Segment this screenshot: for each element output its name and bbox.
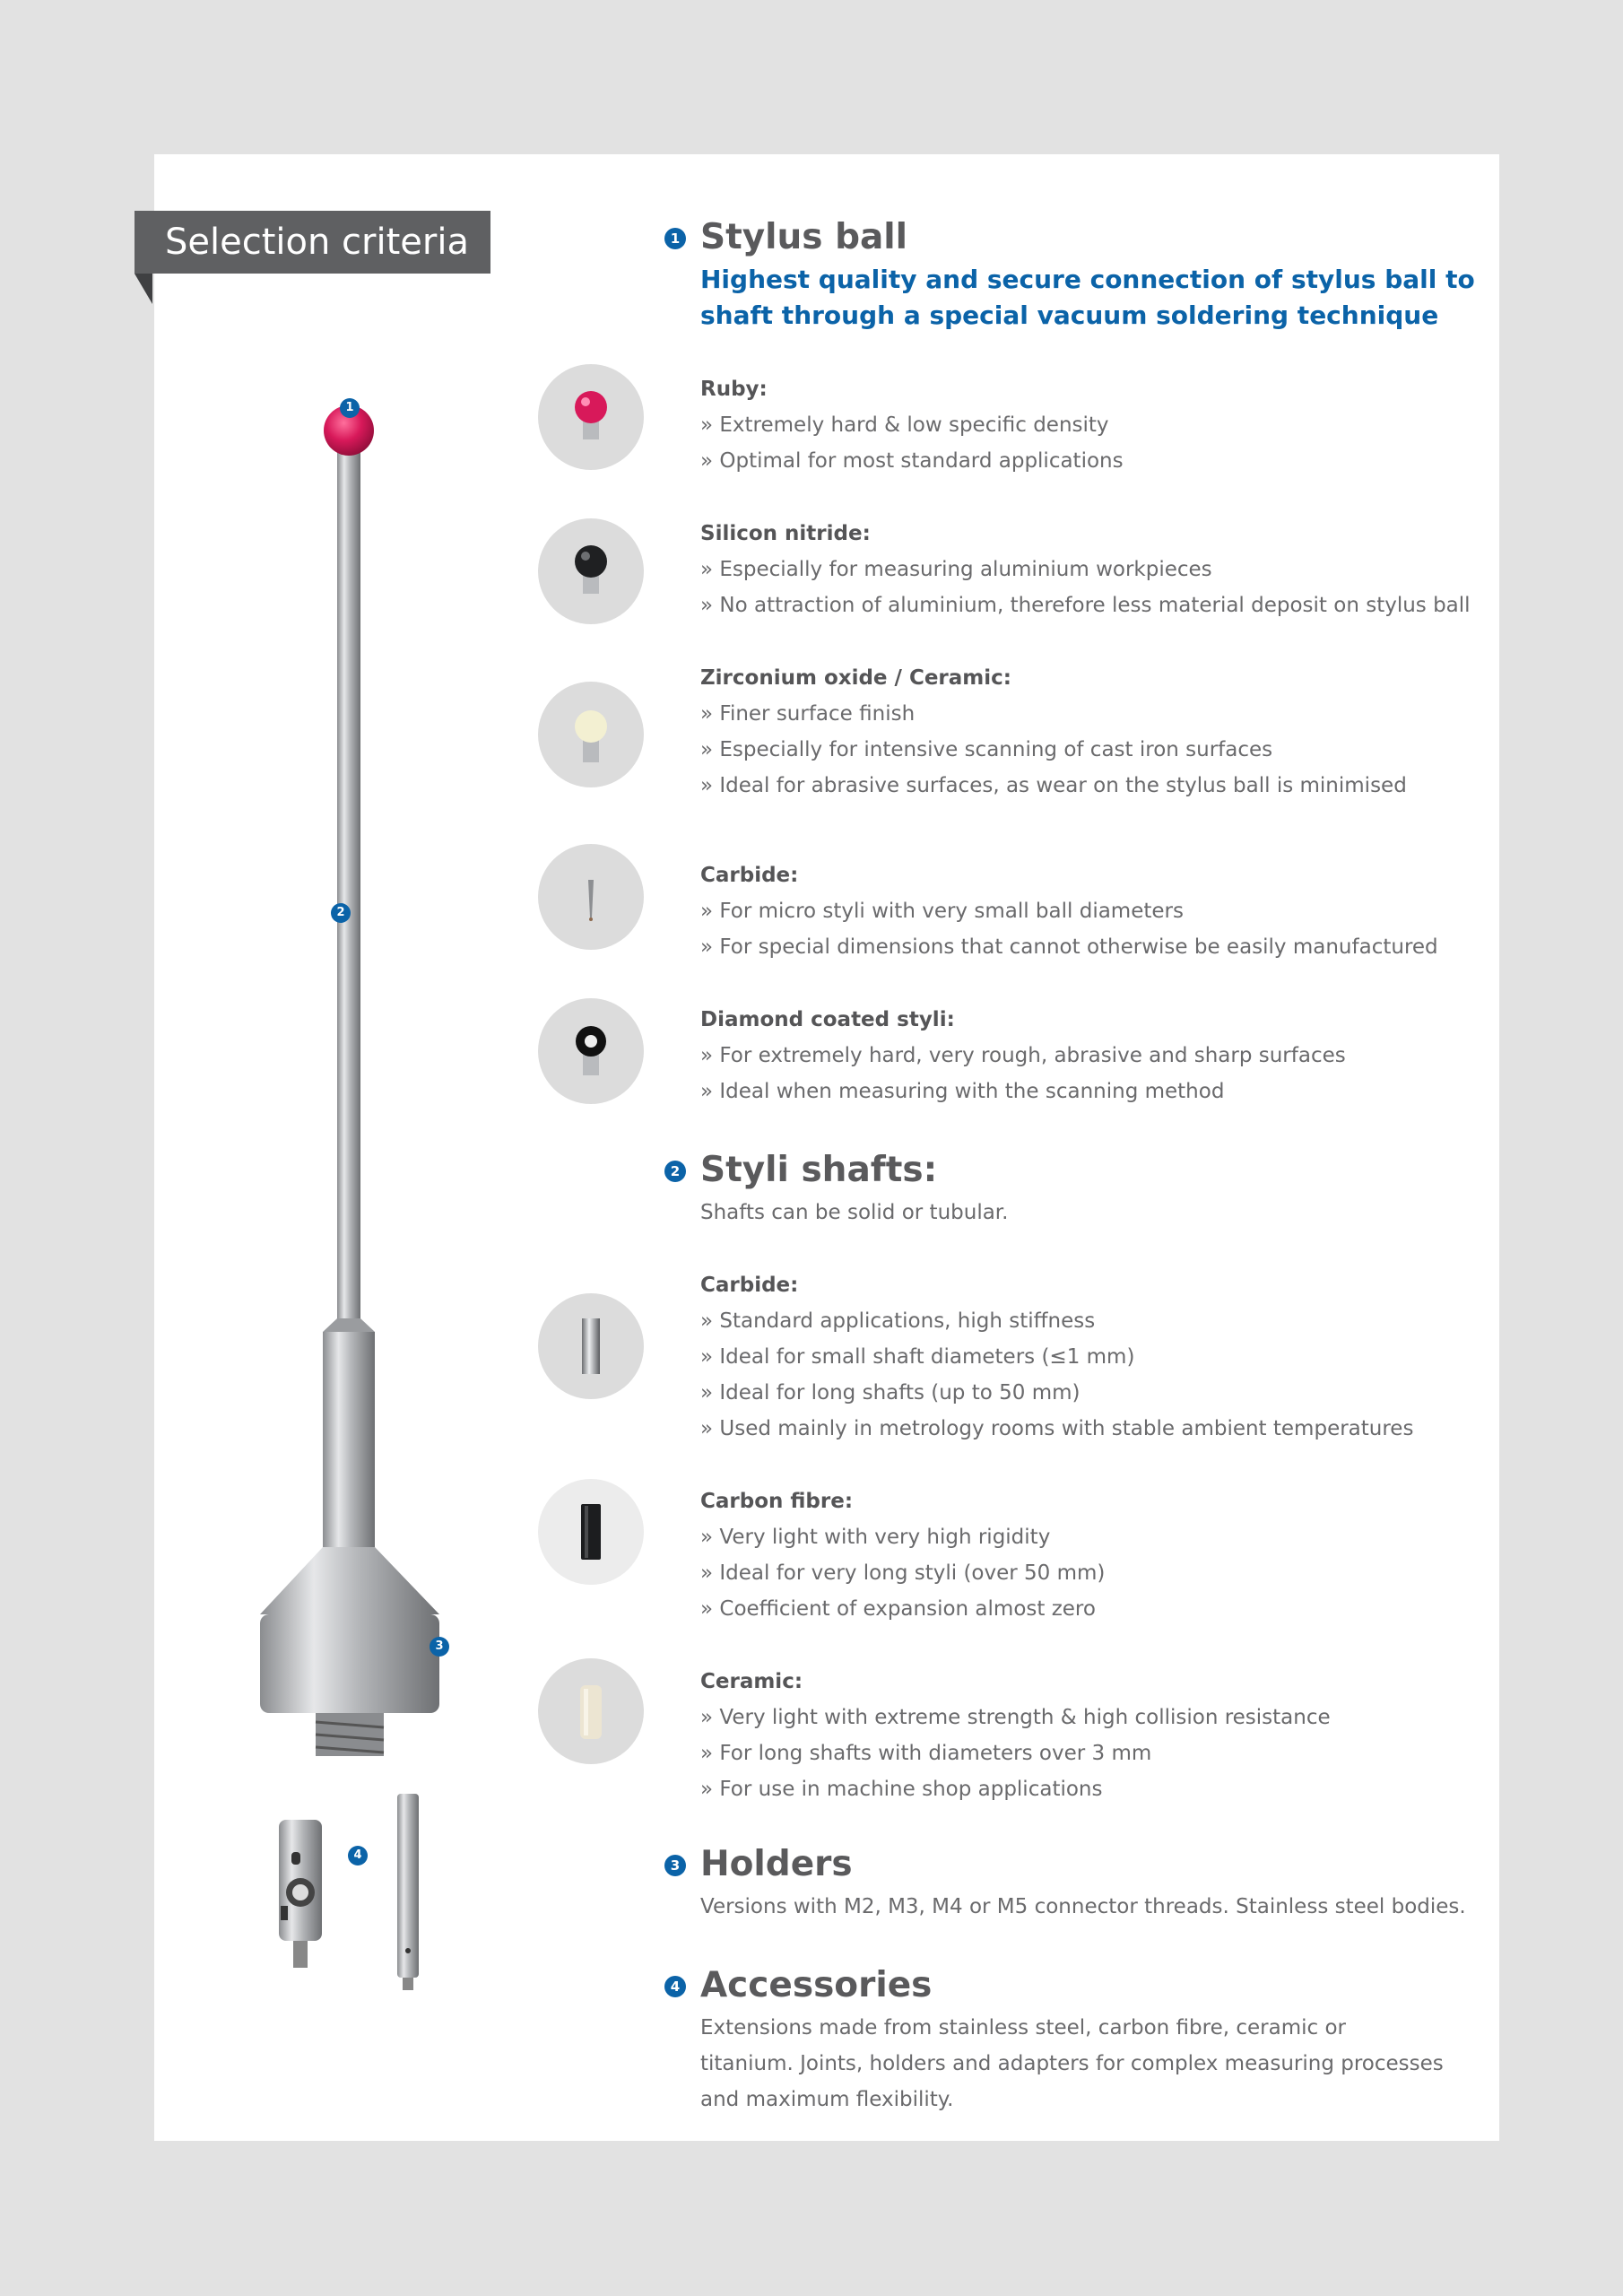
joint-accessory-image xyxy=(273,1816,327,1973)
marker-1: 1 xyxy=(664,228,686,249)
banner-fold xyxy=(135,274,152,304)
extension-accessory-image xyxy=(395,1794,421,1991)
stylus-image xyxy=(260,395,457,1758)
holders-text: Versions with M2, M3, M4 or M5 connector threads. Stainless steel bodies. xyxy=(700,1895,1466,1918)
silicon-nitride-text: Silicon nitride: » Especially for measuring aluminium workpieces » No attraction of aluminium, therefore less material deposit on stylus ball xyxy=(700,522,1471,617)
carbon-fibre-text: Carbon fibre: » Very light with very high rigidity » Ideal for very long styli (over 50 mm) » Coefficient of expansion almost zero xyxy=(700,1490,1106,1621)
zirconium-oxide-text: Zirconium oxide / Ceramic: » Finer surface finish » Especially for intensive scanning of cast iron surfaces » Ideal for abrasive surfaces, as wear on the stylus ball is minimised xyxy=(700,666,1407,797)
ruby-text: Ruby: » Extremely hard & low specific density » Optimal for most standard applications xyxy=(700,378,1124,473)
ceramic-thumb xyxy=(538,1658,644,1764)
carbon-fibre-thumb xyxy=(538,1479,644,1585)
diamond-coated-text: Diamond coated styli: » For extremely hard, very rough, abrasive and sharp surfaces » Ideal when measuring with the scanning method xyxy=(700,1008,1346,1103)
silicon-nitride-thumb xyxy=(538,518,644,624)
marker-3: 3 xyxy=(664,1855,686,1876)
holders-title: Holders xyxy=(700,1844,853,1884)
marker-4-illustration: 4 xyxy=(348,1846,368,1866)
page-title: Selection criteria xyxy=(135,211,490,274)
zirconium-oxide-thumb xyxy=(538,682,644,787)
carbide-shaft-thumb xyxy=(538,1293,644,1399)
accessories-text: Extensions made from stainless steel, carbon fibre, ceramic or titanium. Joints, holders and adapters for complex measuring processes and maximum flexibility. xyxy=(700,2016,1444,2111)
stylus-ball-title: Stylus ball xyxy=(700,217,908,257)
diamond-coated-thumb xyxy=(538,998,644,1104)
stylus-ball-subtitle: Highest quality and secure connection of stylus ball to shaft through a special vacuum soldering technique xyxy=(700,265,1475,330)
accessories-title: Accessories xyxy=(700,1965,933,2005)
carbide-ball-text: Carbide: » For micro styli with very small ball diameters » For special dimensions that cannot otherwise be easily manufactured xyxy=(700,864,1438,959)
styli-shafts-intro: Shafts can be solid or tubular. xyxy=(700,1201,1009,1224)
ruby-thumb xyxy=(538,364,644,470)
carbide-ball-thumb xyxy=(538,844,644,950)
marker-2-illustration: 2 xyxy=(331,903,351,923)
styli-shafts-title: Styli shafts: xyxy=(700,1150,938,1190)
marker-3-illustration: 3 xyxy=(430,1637,449,1657)
marker-1-illustration: 1 xyxy=(340,398,360,418)
marker-2: 2 xyxy=(664,1161,686,1182)
ceramic-text: Ceramic: » Very light with extreme strength & high collision resistance » For long shafts with diameters over 3 mm » For use in machine shop applications xyxy=(700,1670,1331,1801)
marker-4: 4 xyxy=(664,1976,686,1997)
carbide-shaft-text: Carbide: » Standard applications, high stiffness » Ideal for small shaft diameters (≤1 mm) » Ideal for long shafts (up to 50 mm) » Used mainly in metrology rooms with stable ambient temperatures xyxy=(700,1274,1414,1440)
